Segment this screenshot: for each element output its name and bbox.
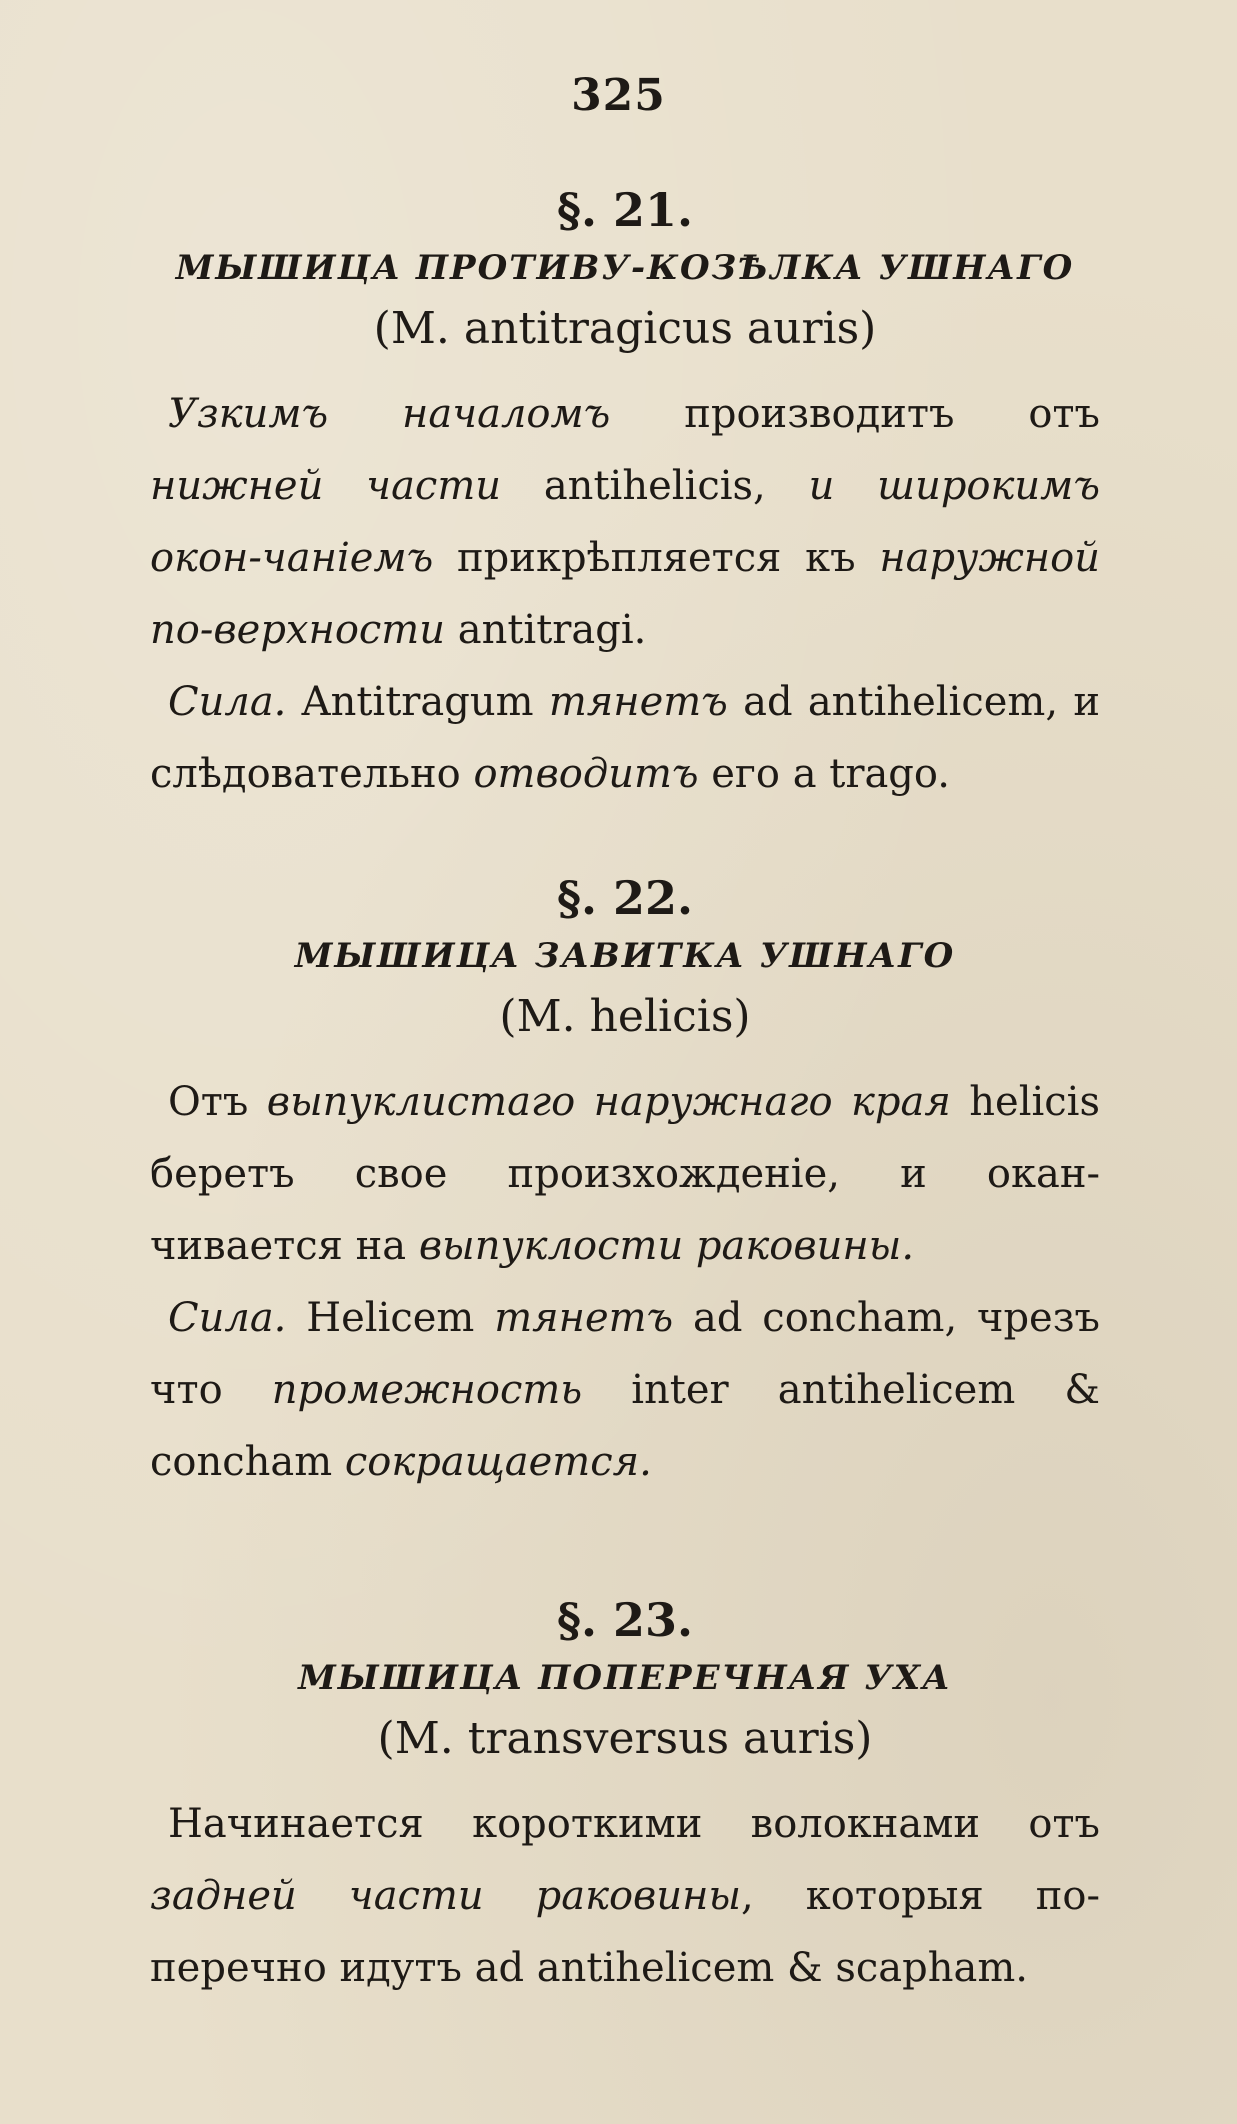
section-22 xyxy=(150,868,1100,1498)
paragraph xyxy=(150,1066,1100,1282)
text-run: и широкимъ окон-чаніемъ xyxy=(150,463,1100,581)
text-run: наружной по-верхности xyxy=(150,535,1100,653)
paragraph xyxy=(150,378,1100,666)
force-label: Сила. xyxy=(168,679,287,725)
paragraph xyxy=(150,1282,1100,1498)
section-title: МЫШИЦА ЗАВИТКА УШНАГО xyxy=(294,936,956,976)
text-run: тянетъ xyxy=(548,679,728,725)
text-run: сокращается. xyxy=(344,1439,652,1485)
paragraph xyxy=(150,1788,1100,2004)
text-run: antitragi. xyxy=(445,607,647,653)
text-run: Helicem xyxy=(286,1295,495,1341)
text-run: antihelicis, xyxy=(501,463,809,509)
latin-name: (M. transversus auris) xyxy=(377,1713,873,1764)
text-run: прикрѣпляется къ xyxy=(433,535,880,581)
paragraph xyxy=(150,666,1100,810)
text-run: выпуклистаго наружнаго края xyxy=(266,1079,951,1125)
text-run: задней части раковины xyxy=(150,1873,742,1919)
text-run: его a trago. xyxy=(698,751,950,797)
latin-name: (M. antitragicus auris) xyxy=(373,303,877,354)
section-number: §. 23. xyxy=(556,1593,694,1647)
section-title: МЫШИЦА ПРОТИВУ-КОЗѢЛКА УШНАГО xyxy=(175,248,1075,288)
section-21 xyxy=(150,180,1100,810)
text-run: , которыя по-перечно идутъ ad antihelicem & scapham. xyxy=(150,1873,1100,1991)
text-run: нижней части xyxy=(150,463,502,509)
text-run: отводитъ xyxy=(473,751,699,797)
force-label: Сила. xyxy=(168,1295,287,1341)
section-number: §. 21. xyxy=(556,183,694,237)
text-run: Antitragum xyxy=(286,679,549,725)
page-number: 325 xyxy=(571,70,666,121)
latin-name: (M. helicis) xyxy=(499,991,751,1042)
text-run: ad concham, чрезъ что xyxy=(150,1295,1100,1413)
text-run: Отъ xyxy=(168,1079,267,1125)
text-run: промежность xyxy=(271,1367,583,1413)
text-run: Начинается короткими волокнами отъ xyxy=(168,1801,1100,1847)
text-run: тянетъ xyxy=(494,1295,674,1341)
text-run: Узкимъ началомъ xyxy=(168,391,611,437)
section-number: §. 22. xyxy=(556,871,694,925)
section-title: МЫШИЦА ПОПЕРЕЧНАЯ УХА xyxy=(298,1658,952,1698)
text-run: производитъ отъ xyxy=(610,391,1100,437)
text-run: выпуклости раковины. xyxy=(418,1223,915,1269)
text-run: helicis беретъ свое произхожденіе, и окан-чивается на xyxy=(150,1079,1100,1269)
text-run: inter antihelicem & concham xyxy=(150,1367,1101,1485)
section-23 xyxy=(150,1590,1100,2004)
text-run: ad antihelicem, и слѣдовательно xyxy=(150,679,1100,797)
